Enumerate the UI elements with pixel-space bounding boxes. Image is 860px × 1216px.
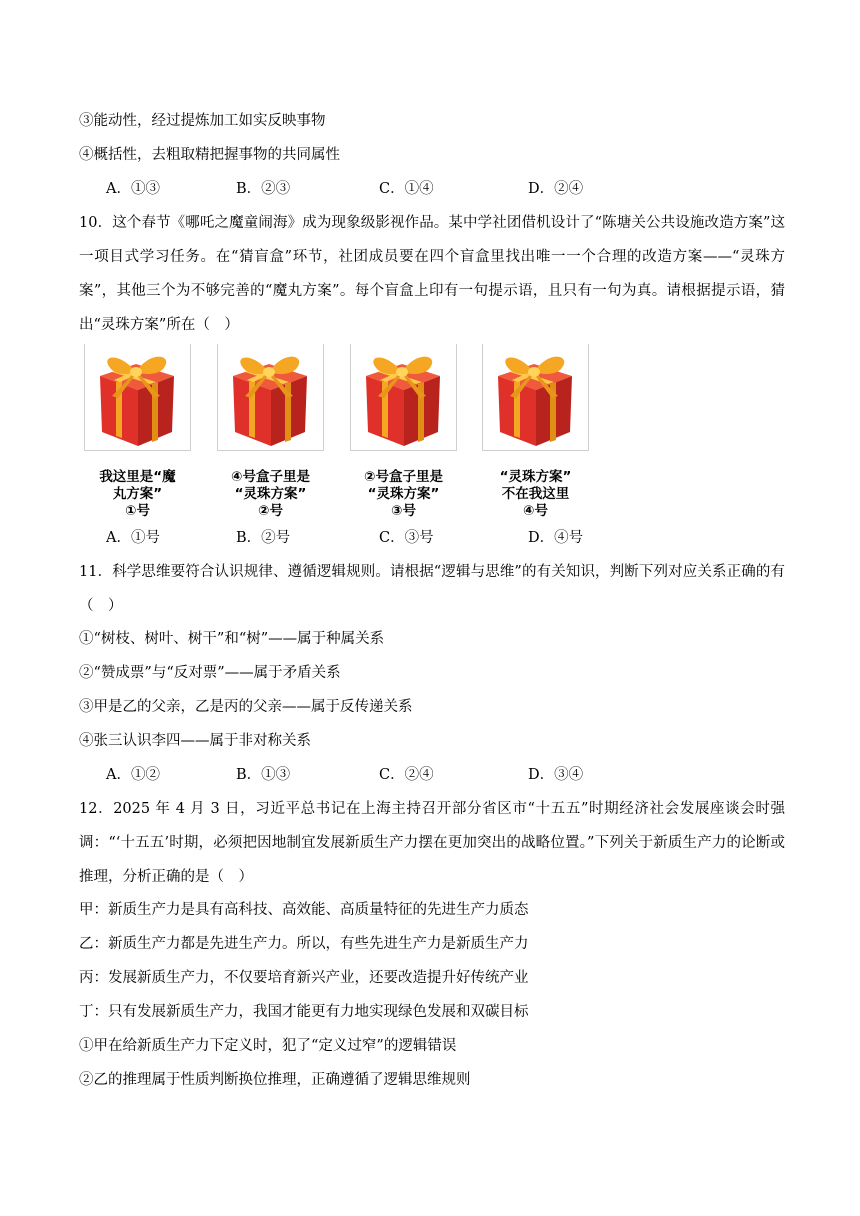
q12-item-2: ②乙的推理属于性质判断换位推理，正确遵循了逻辑思维规则 — [79, 1072, 471, 1088]
q11-stem: 11．科学思维要符合认识规律、遵循逻辑规则。请根据“逻辑与思维”的有关知识，判断下列对应关系正确的有（ ） — [79, 564, 785, 614]
q11-options — [106, 765, 746, 785]
gift-box-hint: 我这里是“魔 丸方案” — [99, 469, 176, 502]
q11-item-4: ④张三认识李四——属于非对称关系 — [79, 733, 311, 749]
q10-gift-boxes — [84, 344, 604, 519]
q9-option-d[interactable]: D．②④ — [528, 181, 584, 197]
q11-item-1: ①“树枝、树叶、树干”和“树”——属于种属关系 — [79, 631, 385, 647]
q12-statement-yi: 乙：新质生产力都是先进生产力。所以，有些先进生产力是新质生产力 — [79, 936, 529, 952]
q10-option-b[interactable]: B．②号 — [236, 530, 291, 546]
q12-statement-bing: 丙：发展新质生产力，不仅要培育新兴产业，还要改造提升好传统产业 — [79, 970, 529, 986]
gift-box-3 — [350, 344, 457, 519]
gift-box-number: ①号 — [125, 503, 150, 519]
q9-option-b[interactable]: B．②③ — [236, 181, 291, 197]
q9-item-4: ④概括性，去粗取精把握事物的共同属性 — [79, 147, 340, 163]
gift-box-hint: “灵珠方案” 不在我这里 — [499, 469, 572, 502]
q12-stem: 12．2025 年 4 月 3 日，习近平总书记在上海主持召开部分省区市“十五五”时期经济社会发展座谈会时强调：“‘十五五’时期，必须把因地制宜发展新质生产力摆在更加突出的战略位置。”下列关于新质生产力的论断或推理，分析正确的是（ ） — [79, 801, 785, 885]
gift-box-hint: ④号盒子里是 “灵珠方案” — [231, 469, 310, 502]
q10-option-a[interactable]: A．①号 — [106, 530, 160, 546]
gift-box-icon — [488, 346, 580, 448]
q9-option-a[interactable]: A．①③ — [106, 181, 160, 197]
q11-option-d[interactable]: D．③④ — [528, 767, 584, 783]
q9-option-c[interactable]: C．①④ — [379, 181, 434, 197]
gift-box-icon — [223, 346, 315, 448]
q10-stem: 10．这个春节《哪吒之魔童闹海》成为现象级影视作品。某中学社团借机设计了“陈塘关公共设施改造方案”这一项目式学习任务。在“猜盲盒”环节，社团成员要在四个盲盒里找出唯一一个合理的改造方案——“灵珠方案”，其他三个为不够完善的“魔丸方案”。每个盲盒上印有一句提示语，且只有一句为真。请根据提示语，猜出“灵珠方案”所在（ ） — [79, 215, 785, 333]
gift-box-2 — [217, 344, 324, 519]
gift-box-hint: ②号盒子里是 “灵珠方案” — [364, 469, 443, 502]
gift-box-number: ②号 — [258, 503, 283, 519]
gift-box-number: ④号 — [523, 503, 548, 519]
q10-option-d[interactable]: D．④号 — [528, 530, 584, 546]
q11-item-3: ③甲是乙的父亲，乙是丙的父亲——属于反传递关系 — [79, 699, 413, 715]
q9-options — [106, 179, 746, 199]
gift-box-4 — [482, 344, 589, 519]
q11-item-2: ②“赞成票”与“反对票”——属于矛盾关系 — [79, 665, 341, 681]
gift-box-1 — [84, 344, 191, 519]
q9-item-3: ③能动性，经过提炼加工如实反映事物 — [79, 113, 326, 129]
gift-box-icon — [90, 346, 182, 448]
q12-statement-ding: 丁：只有发展新质生产力，我国才能更有力地实现绿色发展和双碳目标 — [79, 1004, 529, 1020]
q11-option-b[interactable]: B．①③ — [236, 767, 291, 783]
q10-option-c[interactable]: C．③号 — [379, 530, 434, 546]
gift-box-icon — [356, 346, 448, 448]
q11-option-c[interactable]: C．②④ — [379, 767, 434, 783]
gift-box-number: ③号 — [391, 503, 416, 519]
q12-statement-jia: 甲：新质生产力是具有高科技、高效能、高质量特征的先进生产力质态 — [79, 902, 529, 918]
q10-options — [106, 528, 746, 548]
q11-option-a[interactable]: A．①② — [106, 767, 160, 783]
q12-item-1: ①甲在给新质生产力下定义时，犯了“定义过窄”的逻辑错误 — [79, 1038, 457, 1054]
